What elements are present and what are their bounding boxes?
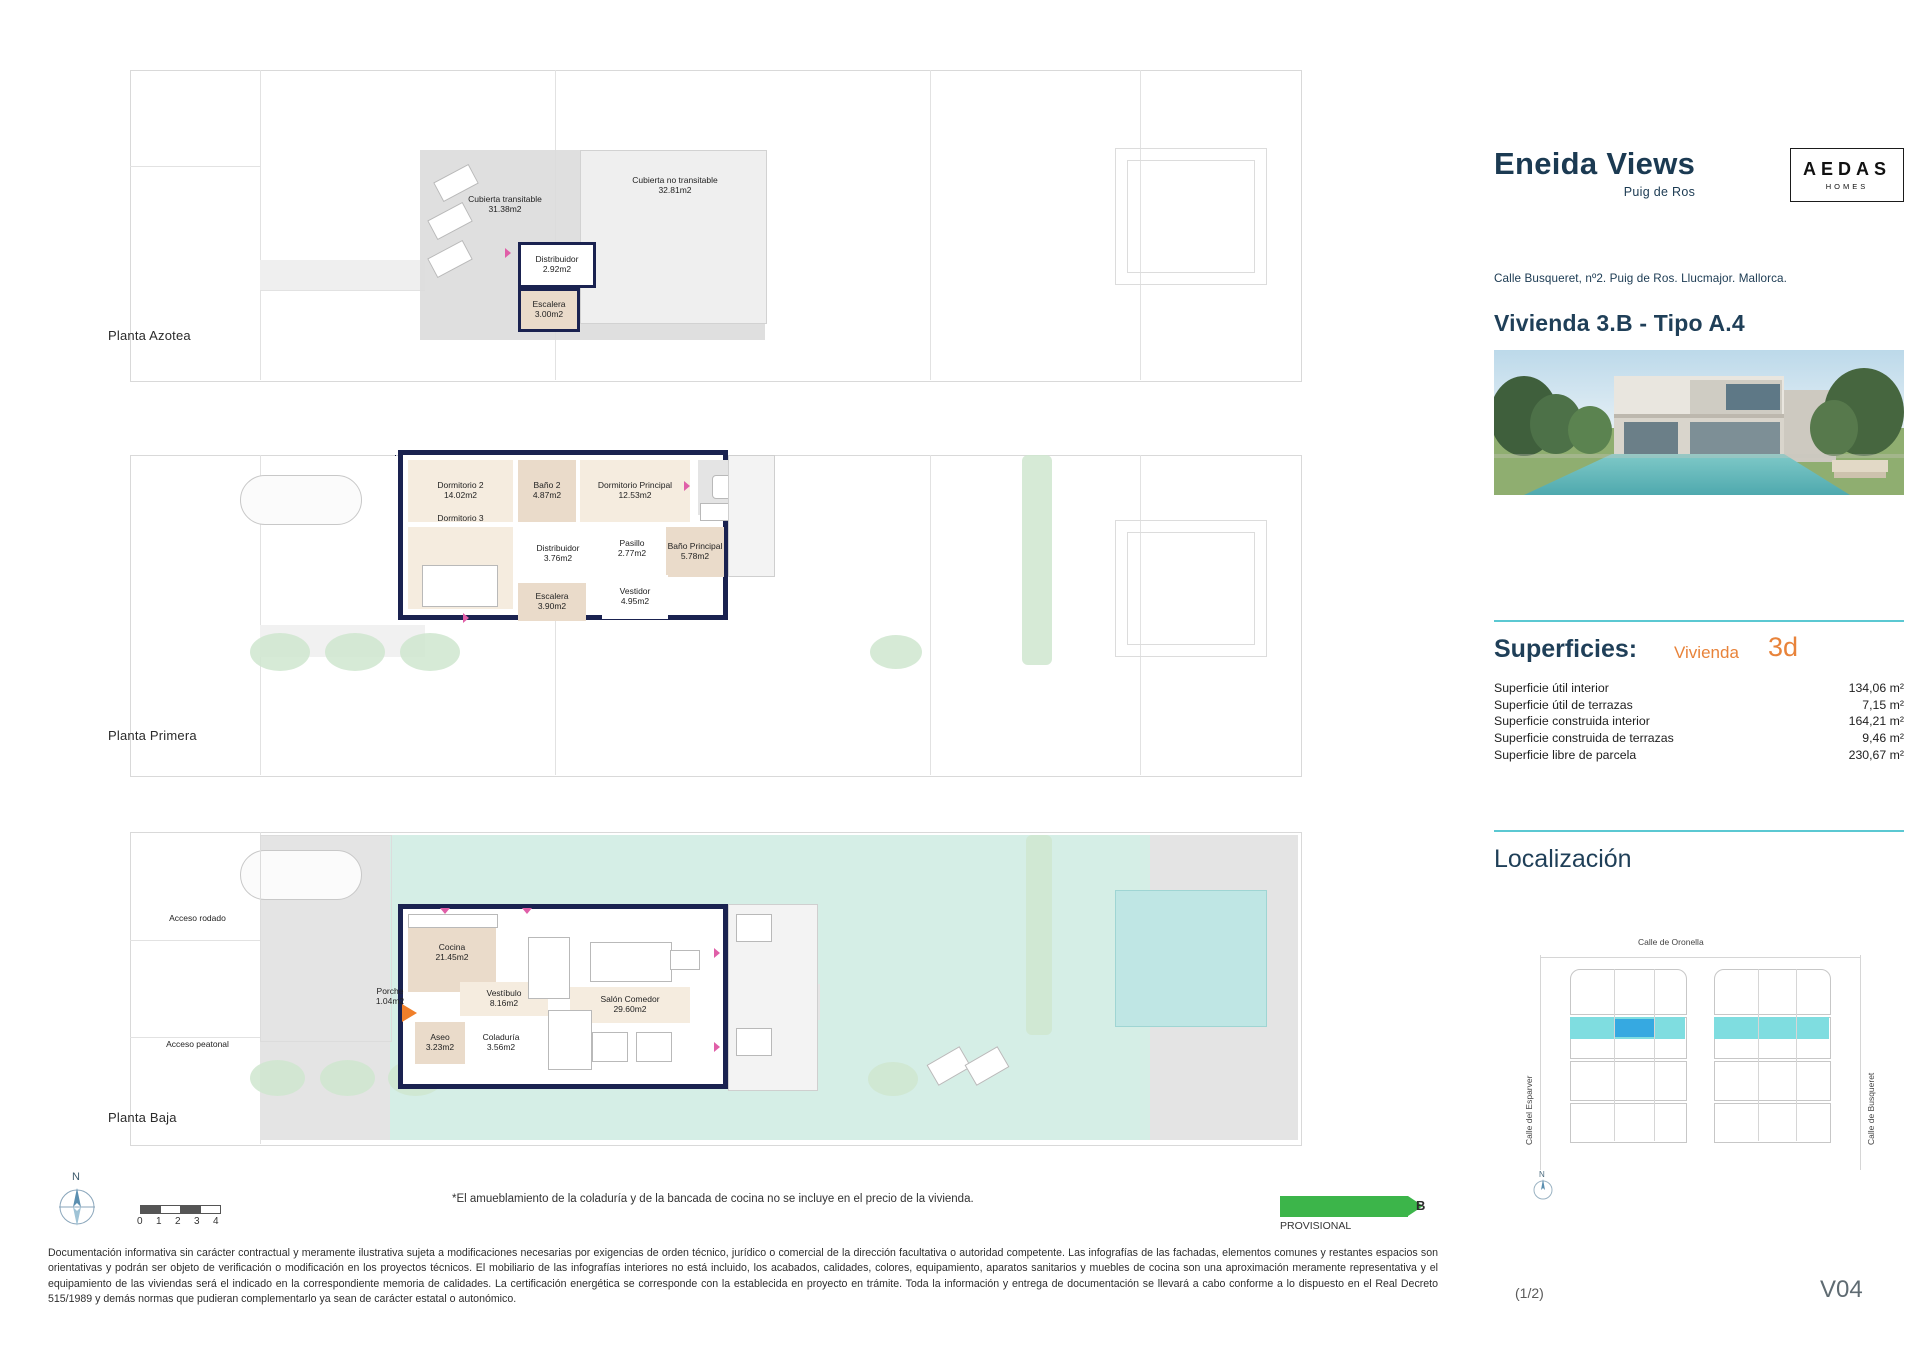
scale-number: 4 [213,1216,219,1227]
map-block [1714,1061,1831,1101]
superficies-table [1494,680,1904,763]
map-street-line [1540,957,1860,958]
surface-value: 230,67 m² [1848,747,1904,762]
exterior-render-image [1494,350,1904,495]
aedas-homes-logo [1790,148,1904,202]
map-block-divider [1654,969,1655,1141]
room-name: Porche [376,986,404,997]
room-name: Coladuría [482,1032,520,1043]
view-direction-arrow [440,908,450,914]
tree [400,633,460,671]
room-area: 31.38m2 [488,203,522,214]
tree [870,635,922,669]
scale-number: 0 [137,1216,143,1227]
map-street-line [1540,955,1541,1170]
scale-number: 2 [175,1216,181,1227]
room-bano-2[interactable] [518,460,576,522]
info-panel [1478,0,1920,1357]
brand-header [1494,148,1904,202]
project-address: Calle Busqueret, nº2. Puig de Ros. Llucmajor. Mallorca. [1494,272,1788,285]
view-direction-arrow [522,908,532,914]
azotea-pool-inner [1127,160,1255,273]
scale-bar [137,1205,232,1227]
room-name: Baño Principal [667,541,723,552]
surface-label: Superficie construida interior [1494,714,1650,729]
tree [868,1062,918,1096]
compass-north-label: N [72,1171,80,1183]
room-area: 32.81m2 [658,185,692,195]
surface-label: Superficie libre de parcela [1494,747,1637,762]
compass-rose [48,1171,106,1233]
divider-localizacion [1494,830,1904,832]
aedas-logo-sub: HOMES [1825,182,1869,191]
coffee-table [670,950,700,970]
room-area: 29.60m2 [613,1004,647,1014]
room-name: Dormitorio 3 [437,513,484,524]
view-direction-arrow [714,948,720,958]
surface-label: Superficie construida de terrazas [1494,731,1674,746]
brand-text-group [1494,148,1695,199]
surface-label: Superficie útil de terrazas [1494,697,1633,712]
room-dormitorio-principal[interactable] [580,460,690,522]
azotea-guide-line [930,70,931,380]
room-distribuidor-primera[interactable] [518,527,598,581]
tree [320,1060,375,1096]
location-map[interactable] [1518,937,1888,1185]
scale-tick [160,1205,180,1214]
room-vestidor[interactable] [602,575,668,619]
azotea-driveway-hatch [260,260,425,290]
energy-rating-letter: B [1416,1198,1426,1213]
room-pasillo[interactable] [602,527,662,571]
surface-value: 9,46 m² [1862,731,1904,746]
room-escalera-primera[interactable] [518,583,586,621]
room-area: 3.76m2 [543,553,573,563]
map-street-line [1860,955,1861,1170]
table-row [1494,730,1904,747]
tree [325,633,385,671]
room-name: Vestidor [619,586,651,597]
superficies-tag-label: Vivienda [1674,643,1739,662]
sofa [590,942,672,982]
surface-label: Superficie útil interior [1494,681,1609,696]
room-name: Cubierta no transitable [632,175,718,186]
primera-guide-line [930,455,931,775]
superficies-tag-value: 3d [1768,632,1799,662]
scale-tick [200,1205,221,1214]
table-row [1494,680,1904,697]
room-name: Cubierta transitable [468,193,542,204]
armchair [592,1032,628,1062]
view-direction-arrow [684,481,690,491]
view-direction-arrow [505,248,511,258]
terrace-lounger [736,1028,772,1056]
divider-superficies [1494,620,1904,622]
room-name: Escalera [532,299,566,310]
room-acceso-rodado [140,904,255,934]
street-label-top: Calle de Oronella [1638,937,1704,947]
staircase [548,1010,592,1070]
entrance-arrow [402,1004,417,1022]
scale-number: 3 [194,1216,200,1227]
map-compass-icon [1528,1170,1558,1204]
localizacion-title: Localización [1494,845,1632,873]
map-selected-unit[interactable] [1614,1019,1654,1037]
floor-label-baja: Planta Baja [108,1110,177,1125]
floor-plan-azotea [108,70,1310,400]
street-label-left: Calle del Esparver [1524,1075,1534,1145]
room-area: 8.16m2 [489,998,519,1008]
map-block [1714,1103,1831,1143]
table-row [1494,713,1904,730]
room-name: Vestíbulo [486,988,522,999]
room-name: Distribuidor [536,543,580,554]
map-block [1570,1103,1687,1143]
room-aseo[interactable] [415,1022,465,1064]
terrace-table [700,503,730,521]
room-acceso-peatonal [140,1030,255,1060]
room-name: Cocina [438,942,466,953]
azotea-guide-line [130,166,260,167]
brand-subtitle: Puig de Ros [1623,185,1696,199]
dwelling-title: Vivienda 3.B - Tipo A.4 [1494,310,1745,336]
map-block [1570,969,1687,1015]
swimming-pool [1115,890,1267,1027]
tree [1026,835,1052,1035]
room-name: Pasillo [619,538,645,549]
table-row [1494,697,1904,714]
terrace-lounger [736,914,772,942]
room-name: Aseo [430,1032,450,1043]
table-row [1494,746,1904,763]
room-name: Acceso peatonal [166,1039,229,1050]
tree [1022,455,1052,665]
floor-label-azotea: Planta Azotea [108,328,191,343]
primera-exterior-wall [395,455,396,456]
room-distribuidor-azotea[interactable] [518,242,596,288]
scale-tick [180,1205,200,1214]
energy-rating-caption: PROVISIONAL [1280,1220,1352,1232]
room-escalera-azotea[interactable] [518,288,580,332]
document-version: V04 [1820,1276,1863,1303]
superficies-title: Superficies: [1494,635,1638,663]
room-area: 4.95m2 [620,596,650,606]
page-number: (1/2) [1515,1285,1544,1301]
floor-label-primera: Planta Primera [108,728,197,743]
room-area: 5.78m2 [680,551,710,561]
furniture-disclaimer: *El amueblamiento de la coladuría y de la bancada de cocina no se incluye en el precio de la vivienda. [452,1193,974,1205]
terrace-paving [728,455,775,577]
svg-text:N: N [1539,1170,1545,1179]
street-label-right: Calle de Busqueret [1866,1072,1876,1145]
room-area: 3.23m2 [425,1042,455,1052]
room-name: Salón Comedor [600,994,660,1005]
map-block-divider [1758,969,1759,1141]
tree [250,1060,305,1096]
baja-guide-line [130,940,260,941]
room-area: 1.04m2 [375,996,405,1006]
aedas-logo-main: AEDAS [1802,159,1891,179]
surface-value: 164,21 m² [1848,714,1904,729]
legal-disclaimer: Documentación informativa sin carácter contractual y meramente ilustrativa sujeta a modificaciones necesarias por exigencias de orden técnico, jurídico o comercial de la dirección facultativa o autoridad competente. Las infografías de las fachadas, elementos comunes y restantes espacios son orientativas y podrán ser objeto de verificación o modificación en los proyectos técnicos. El mobiliario de las infografías interiores no está incluido, los acabados, calidades, colores, equipamiento, aparatos sanitarios y muebles de cocina son una aproximación meramente representativa y el equipamiento de las viviendas será el indicado en la correspondiente memoria de calidades. La certificación energética se corresponde con la establecida en proyecto en trámite. Toda la información y entrega de documentación se llevará a cabo conforme a lo dispuesto en el Real Decreto 515/1989 y demás normas que pudieran complementarlo ya sean de carácter estatal o autonómico. [48,1247,1438,1306]
room-name: Escalera [535,591,569,602]
kitchen-counter [408,914,498,928]
room-area: 2.77m2 [617,548,647,558]
energy-rating [1280,1196,1450,1232]
scale-tick [140,1205,160,1214]
scale-number: 1 [156,1216,162,1227]
map-block [1714,969,1831,1015]
map-block-divider [1796,969,1797,1141]
armchair [636,1032,672,1062]
room-bano-principal[interactable] [666,527,724,577]
room-area: 21.45m2 [435,952,469,962]
floor-plan-primera [108,455,1310,795]
map-block [1570,1061,1687,1101]
dining-table [528,937,570,999]
bed-furniture [422,565,498,607]
view-direction-arrow [463,613,469,623]
surface-value: 7,15 m² [1862,697,1904,712]
primera-pool-inner [1127,532,1255,645]
azotea-guide-line [260,70,261,380]
parked-car [240,475,362,525]
room-area: 4.87m2 [532,490,562,500]
room-area: 12.53m2 [618,490,652,500]
map-highlight-row [1714,1017,1829,1039]
room-name: Dormitorio 2 [437,480,484,491]
tree [250,633,310,671]
room-name: Baño 2 [533,480,561,491]
map-block-divider [1614,969,1615,1141]
room-area: 14.02m2 [443,490,478,500]
surface-value: 134,06 m² [1848,681,1904,696]
view-direction-arrow [714,1042,720,1052]
room-area: 3.00m2 [534,309,564,319]
energy-rating-bar [1280,1196,1408,1217]
room-name: Acceso rodado [169,913,226,924]
room-area: 3.56m2 [486,1042,516,1052]
room-name: Dormitorio Principal [597,480,673,491]
floor-plan-baja [108,832,1310,1152]
azotea-driveway-hatch [260,290,425,291]
brand-title: Eneida Views [1494,146,1696,181]
room-area: 2.92m2 [542,264,572,274]
room-name: Distribuidor [535,254,579,265]
room-area: 3.90m2 [537,601,567,611]
room-cubierta-no-transitable [600,165,750,207]
room-coladuria[interactable] [470,1022,532,1064]
